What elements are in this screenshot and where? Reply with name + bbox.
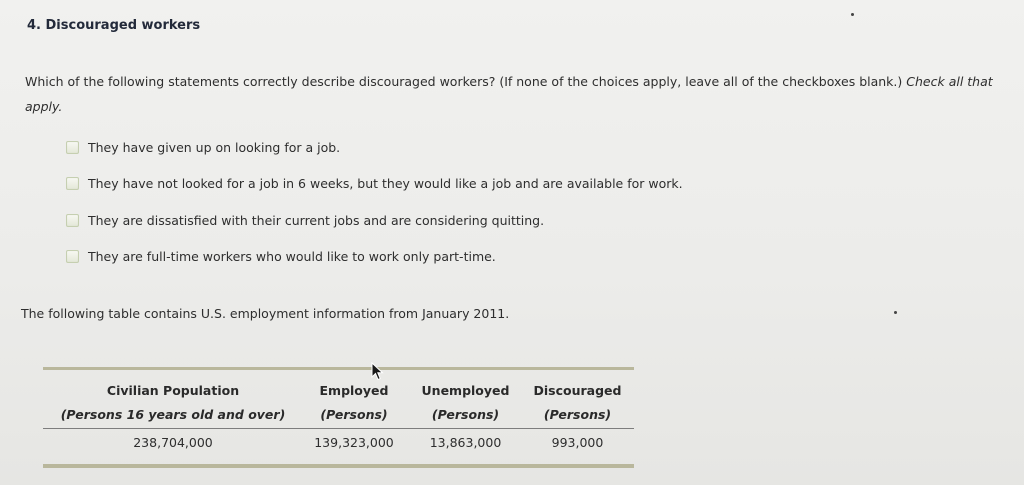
header-civilian-population-unit: (Persons 16 years old and over)	[60, 407, 286, 422]
choices-list	[66, 138, 866, 284]
question-heading: 4. Discouraged workers	[27, 18, 201, 33]
question-prompt	[25, 69, 1010, 119]
table-top-rule	[43, 367, 634, 370]
choice-label-1[interactable]: They have given up on looking for a job.	[88, 139, 341, 155]
choice-option-2[interactable]	[66, 175, 866, 193]
question-instruction: Check all that apply.	[25, 74, 993, 114]
table-header-rule	[43, 428, 634, 429]
header-civilian-population: Civilian Population	[106, 383, 240, 398]
header-employed: Employed	[319, 383, 389, 398]
header-unemployed-unit: (Persons)	[431, 407, 500, 422]
choice-checkbox-3[interactable]	[66, 214, 79, 227]
choice-checkbox-4[interactable]	[66, 250, 79, 263]
header-employed-unit: (Persons)	[320, 407, 388, 422]
cell-civilian-population: 238,704,000	[133, 435, 213, 450]
employment-table	[43, 367, 634, 469]
screen-speck-dot	[851, 13, 854, 16]
cell-discouraged: 993,000	[551, 435, 604, 450]
choice-label-3[interactable]: They are dissatisfied with their current jobs and are considering quitting.	[88, 212, 545, 228]
cell-employed: 139,323,000	[314, 435, 394, 450]
choice-checkbox-2[interactable]	[66, 177, 79, 190]
header-discouraged: Discouraged	[533, 383, 622, 398]
choice-option-1[interactable]	[66, 138, 866, 156]
table-intro: The following table contains U.S. employment information from January 2011.	[21, 306, 510, 321]
choice-option-4[interactable]	[66, 248, 866, 266]
question-text: Which of the following statements correctly describe discouraged workers? (If none of the choices apply, leave all of the checkboxes blank.)	[25, 74, 903, 89]
choice-checkbox-1[interactable]	[66, 141, 79, 154]
choice-label-4[interactable]: They are full-time workers who would like to work only part-time.	[88, 249, 496, 264]
choice-option-3[interactable]	[66, 211, 866, 229]
header-discouraged-unit: (Persons)	[543, 407, 612, 422]
cell-unemployed: 13,863,000	[429, 435, 502, 450]
table-bottom-rule	[43, 464, 634, 468]
screen-speck-dot	[894, 311, 897, 314]
choice-label-2[interactable]: They have not looked for a job in 6 weeks, but they would like a job and are available for work.	[88, 176, 683, 191]
header-unemployed: Unemployed	[421, 383, 510, 398]
